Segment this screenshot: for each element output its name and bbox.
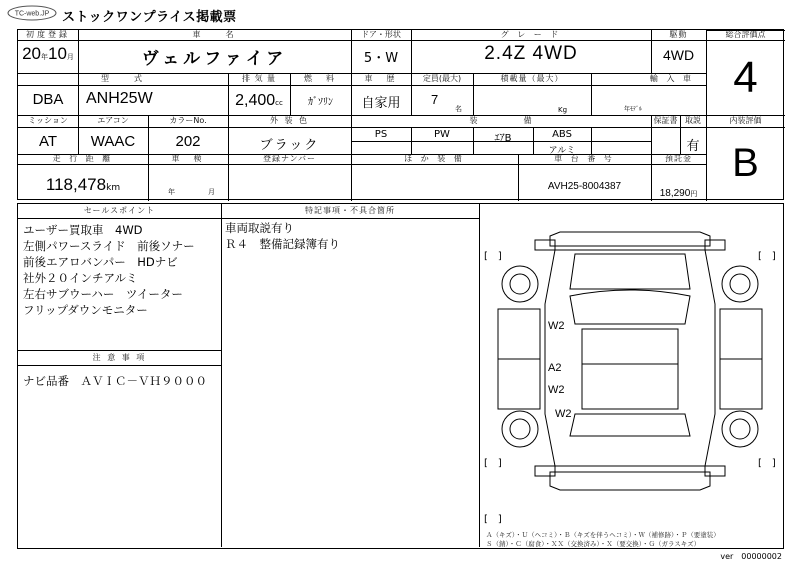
damage-mark-rear: W2 <box>555 408 572 420</box>
sales-point-3: 前後エアロバンパー HDナビ <box>23 255 178 269</box>
label-chassis: 車 台 番 号 <box>554 154 615 163</box>
label-ext-color: 外 装 色 <box>269 116 310 125</box>
label-mileage: 走 行 距 離 <box>52 154 114 163</box>
equip-alloy: アルミ <box>548 146 576 156</box>
deposit-value <box>651 181 706 200</box>
legend-line-1: Ａ（キズ）・Ｕ（ヘコミ）・Ｂ（キズを伴うヘコミ）・Ｗ（補修跡）・Ｐ（要塗装） <box>486 531 720 539</box>
color-no-value: 202 <box>175 133 201 150</box>
equip-airbag: ｴｱB <box>494 133 512 144</box>
sales-point-2: 左側パワースライド 前後ソナー <box>23 239 195 253</box>
label-displacement: 排 気 量 <box>241 74 277 83</box>
mileage-number: 118,478 <box>45 175 107 194</box>
sales-point-6: フリップダウンモニター <box>23 303 148 317</box>
bracket-mark: [ ] <box>758 458 776 469</box>
tcweb-logo <box>6 4 58 22</box>
label-import: 輸 入 車 <box>649 74 694 83</box>
damage-mark-side-1: A2 <box>548 362 562 374</box>
special-note-2: Ｒ４ 整備記録簿有り <box>225 237 340 251</box>
mission-value: AT <box>38 133 58 150</box>
bracket-mark: [ ] <box>484 251 502 262</box>
bracket-mark: [ ] <box>484 458 502 469</box>
label-plate: 登録ナンバー <box>262 154 317 163</box>
deposit-unit: 円 <box>690 190 698 198</box>
label-name: 車 名 <box>192 30 237 39</box>
fuel-value: ｶﾞｿﾘﾝ <box>308 97 333 108</box>
label-aircon: エアコン <box>97 116 129 125</box>
chassis-no: AVH25-8004387 <box>547 181 622 192</box>
legend-line-2: Ｓ（錆）・Ｃ（腐食）・ＸＸ（交換済み）・Ｘ（要交換）・Ｇ（ガラスキズ） <box>486 540 701 548</box>
label-inspection: 車 検 <box>171 154 205 163</box>
label-color-no: カラーNo. <box>169 116 207 125</box>
page-title: ストックワンプライス掲載票 <box>62 10 237 25</box>
label-equipment: 装 備 <box>469 116 533 125</box>
label-deposit: 預託金 <box>665 154 692 163</box>
sales-point-1: ユーザー買取車 4WD <box>23 223 143 237</box>
damage-mark-front: W2 <box>548 320 565 332</box>
label-model: 型 式 <box>101 74 145 83</box>
aircon-value: WAAC <box>90 133 136 150</box>
capacity-number: 7 <box>431 92 439 107</box>
interior-score: B <box>732 141 759 185</box>
equip-ps: PS <box>374 129 388 140</box>
mileage-unit: km <box>106 183 121 193</box>
label-grade: グ レ ー ド <box>500 30 562 39</box>
car-damage-diagram <box>480 204 783 526</box>
first-reg-value <box>18 44 78 72</box>
insp-month-unit: 月 <box>208 188 215 196</box>
insp-year-unit: 年 <box>168 188 175 196</box>
label-fuel: 燃 料 <box>304 74 337 83</box>
label-door: ドア・形状 <box>361 30 401 39</box>
load-unit: Kg <box>558 106 568 114</box>
overall-score: 4 <box>733 53 758 102</box>
label-other-equip: ほ か 装 備 <box>404 154 465 163</box>
lower-section <box>17 203 784 549</box>
vehicle-info-sheet <box>17 29 784 200</box>
deposit-number: 18,290 <box>659 188 691 199</box>
drive-value: 4WD <box>662 47 695 63</box>
label-interior: 内装評価 <box>729 116 762 125</box>
label-load: 積載量（最大） <box>500 74 564 83</box>
displacement-number: 2,400 <box>235 92 276 109</box>
label-manual: 取説 <box>685 116 701 125</box>
label-history: 車 歴 <box>364 74 398 83</box>
first-reg-month: 10 <box>48 44 67 63</box>
mileage-value <box>18 175 148 195</box>
sales-point-4: 社外２０インチアルミ <box>23 271 138 285</box>
equip-pw: PW <box>434 129 450 140</box>
label-overall: 総合評価点 <box>725 30 766 39</box>
logo-text: TC-web.JP <box>14 10 50 18</box>
first-reg-year: 20 <box>22 44 41 63</box>
caution-1: ナビ品番 ＡＶＩＣ－ＶＨ９０００ <box>23 374 207 388</box>
capacity-unit: 名 <box>455 105 462 113</box>
bracket-mark: [ ] <box>758 251 776 262</box>
label-sales-points: セールスポイント <box>83 206 156 215</box>
label-special-notes: 特記事項・不具合箇所 <box>305 206 395 215</box>
label-cautions: 注 意 事 項 <box>92 353 147 362</box>
special-note-1: 車両取説有り <box>225 221 294 235</box>
label-drive: 駆動 <box>669 30 688 39</box>
version-label: ver 00000002 <box>720 552 782 561</box>
sales-point-5: 左右サブウーハー ツイーター <box>23 287 183 301</box>
door-type: 5・W <box>363 51 399 66</box>
model-prefix: DBA <box>32 91 64 108</box>
displacement-unit: cc <box>275 99 283 107</box>
grade-value: 2.4Z 4WD <box>484 43 578 64</box>
manual-value: 有 <box>686 139 700 154</box>
year-unit: 年 <box>41 53 48 61</box>
history-value: 自家用 <box>361 96 401 111</box>
import-unit: 年ﾓﾃﾞﾙ <box>624 106 643 113</box>
label-mission: ミッション <box>28 116 68 125</box>
damage-mark-side-2: W2 <box>548 384 565 396</box>
label-capacity: 定員(最大) <box>422 74 462 83</box>
bracket-mark: [ ] <box>484 514 502 525</box>
label-first-reg: 初度登録 <box>26 30 70 39</box>
month-unit: 月 <box>66 53 74 61</box>
displacement-value <box>228 90 290 110</box>
label-warranty: 保証書 <box>653 116 678 125</box>
ext-color-value: ブラック <box>259 138 320 153</box>
car-name: ヴェルファイア <box>141 49 288 69</box>
model-code: ANH25W <box>86 90 153 107</box>
equip-abs: ABS <box>552 129 572 140</box>
header <box>0 0 800 26</box>
